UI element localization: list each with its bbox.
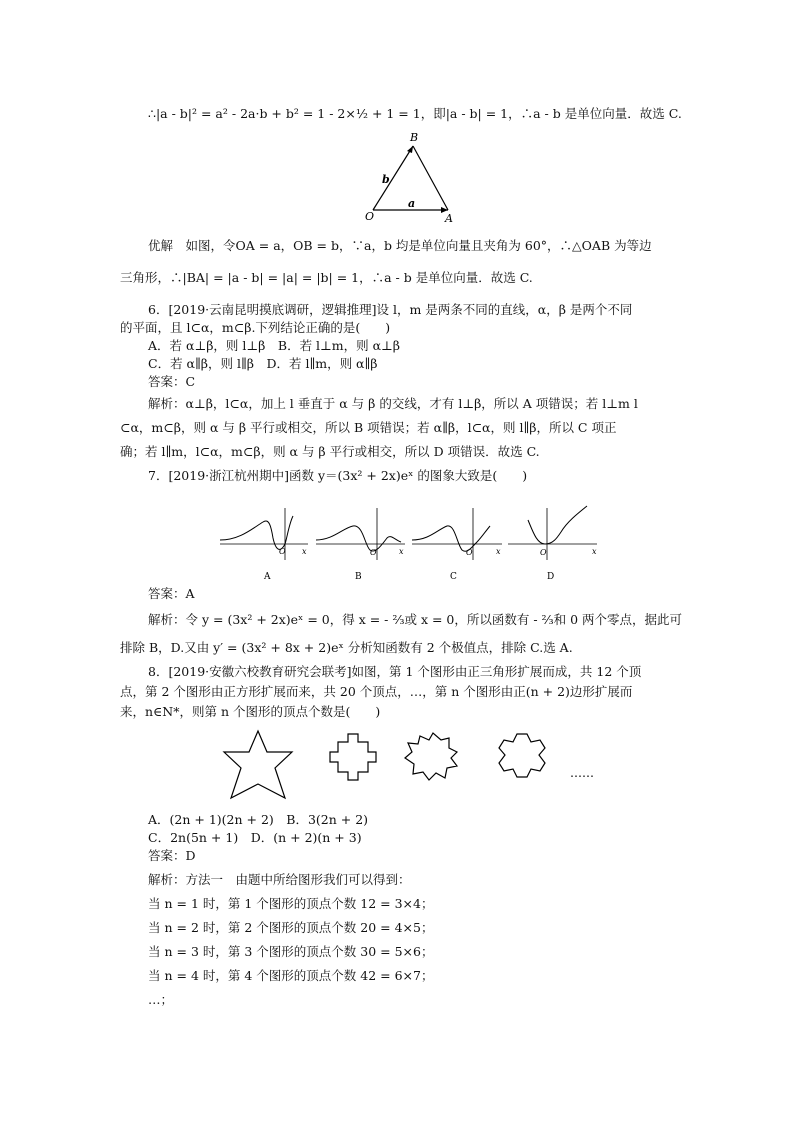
option-line-CD: C．若 α∥β，则 l∥β D．若 l∥m，则 α∥β: [148, 356, 378, 371]
x-label: x: [592, 547, 597, 556]
text-line-15: 排除 B，D.又由 y′ = (3x² + 8x + 2)eˣ 分析知函数有 2 个极值点，排除 C.选 A.: [120, 640, 573, 655]
arrowhead-b-icon: [407, 146, 413, 153]
option-line-AB-8: A．(2n + 1)(2n + 2) B．3(2n + 2): [148, 812, 369, 827]
text-line-26: 当 n = 4 时，第 4 个图形的顶点个数 42 = 6×7；: [148, 968, 434, 983]
curve-D: [528, 506, 587, 544]
curve-B: [316, 526, 401, 551]
text-line-10: ⊂α，m⊂β，则 α 与 β 平行或相交，所以 B 项错误；若 α∥β，l⊂α，则 l∥β，所以 C 项正: [120, 420, 617, 435]
answer-6: 答案：C: [148, 374, 196, 389]
x-label: x: [399, 547, 404, 556]
shape-3-pentagon: [405, 733, 457, 780]
side-ba-line: [413, 146, 448, 210]
label-b: b: [382, 173, 390, 186]
label-O: O: [365, 210, 375, 223]
text-line-12: 7．[2019·浙江杭州期中]函数 y＝(3x² + 2x)eˣ 的图象大致是( ): [148, 468, 528, 483]
origin-label: O: [466, 548, 473, 557]
expanding-shapes: [215, 728, 605, 810]
function-graphs: [215, 498, 600, 584]
shape-2-cross: [330, 734, 376, 780]
graph-C: [412, 508, 502, 582]
text-line-25: 当 n = 3 时，第 3 个图形的顶点个数 30 = 5×6；: [148, 944, 434, 959]
graph-B: [316, 508, 405, 582]
caption-D: D: [547, 572, 555, 582]
triangle-figure: [360, 128, 470, 224]
text-line-1: ∴|a - b|² = a² - 2a·b + b² = 1 - 2×½ + 1 = 1，即|a - b| = 1，∴a - b 是单位向量．故选 C.: [148, 106, 682, 121]
label-B: B: [410, 131, 419, 144]
shape-1-star: [224, 731, 292, 798]
answer-7: 答案：A: [148, 586, 195, 601]
ellipsis: ……: [570, 766, 594, 780]
text-line-23: 当 n = 1 时，第 1 个图形的顶点个数 12 = 3×4；: [148, 896, 434, 911]
caption-B: B: [355, 572, 362, 582]
option-line-AB: A．若 α⊥β，则 l⊥β B．若 l⊥m，则 α⊥β: [148, 338, 401, 353]
caption-A: A: [264, 572, 271, 582]
text-line-24: 当 n = 2 时，第 2 个图形的顶点个数 20 = 4×5；: [148, 920, 434, 935]
origin-label: O: [540, 548, 547, 557]
text-line-11: 确；若 l∥m，l⊂α，m⊂β，则 α 与 β 平行或相交，所以 D 项错误．故选 C.: [120, 444, 540, 459]
text-line-17: 点，第 2 个图形由正方形扩展而来，共 20 个顶点，…，第 n 个图形由正(n + 2)边形扩展而: [120, 684, 633, 699]
option-line-CD-8: C．2n(5n + 1) D．(n + 2)(n + 3): [148, 830, 362, 845]
curve-C: [412, 526, 490, 551]
origin-label: O: [370, 548, 377, 557]
label-a: a: [408, 197, 416, 210]
text-line-9: 解析：α⊥β，l⊂α，加上 l 垂直于 α 与 β 的交线，才有 l⊥β，所以 A 项错误；若 l⊥m l: [148, 396, 638, 411]
text-line-16: 8．[2019·安徽六校教育研究会联考]如图，第 1 个图形由正三角形扩展而成，共 12 个顶: [148, 664, 642, 679]
graph-A: [220, 508, 308, 582]
text-line-22: 解析：方法一 由题中所给图形我们可以得到：: [148, 872, 411, 887]
vector-b-line: [373, 146, 416, 210]
caption-C: C: [450, 572, 457, 582]
text-line-14: 解析：令 y = (3x² + 2x)eˣ = 0，得 x = - ⅔或 x = 0，所以函数有 - ⅔和 0 两个零点，据此可: [148, 612, 683, 627]
text-line-2: 优解 如图，令OA = a，OB = b，∵a，b 均是单位向量且夹角为 60°，∴△OAB 为等边: [148, 238, 652, 253]
shape-4-hexagon: [499, 734, 545, 777]
text-line-18: 来，n∈N*，则第 n 个图形的顶点个数是( ): [120, 704, 381, 719]
answer-8: 答案：D: [148, 848, 196, 863]
graph-D: [508, 506, 597, 582]
text-line-4: 6．[2019·云南昆明摸底调研，逻辑推理]设 l，m 是两条不同的直线，α，β 是两个不同: [148, 302, 633, 317]
text-line-5: 的平面，且 l⊂α，m⊂β.下列结论正确的是( ): [120, 320, 391, 335]
x-label: x: [302, 547, 307, 556]
origin-label: O: [279, 547, 286, 556]
label-A: A: [445, 212, 453, 224]
x-label: x: [496, 547, 501, 556]
text-line-3: 三角形，∴|BA| = |a - b| = |a| = |b| = 1，∴a - b 是单位向量．故选 C.: [120, 270, 533, 285]
text-line-27: …；: [148, 992, 174, 1007]
